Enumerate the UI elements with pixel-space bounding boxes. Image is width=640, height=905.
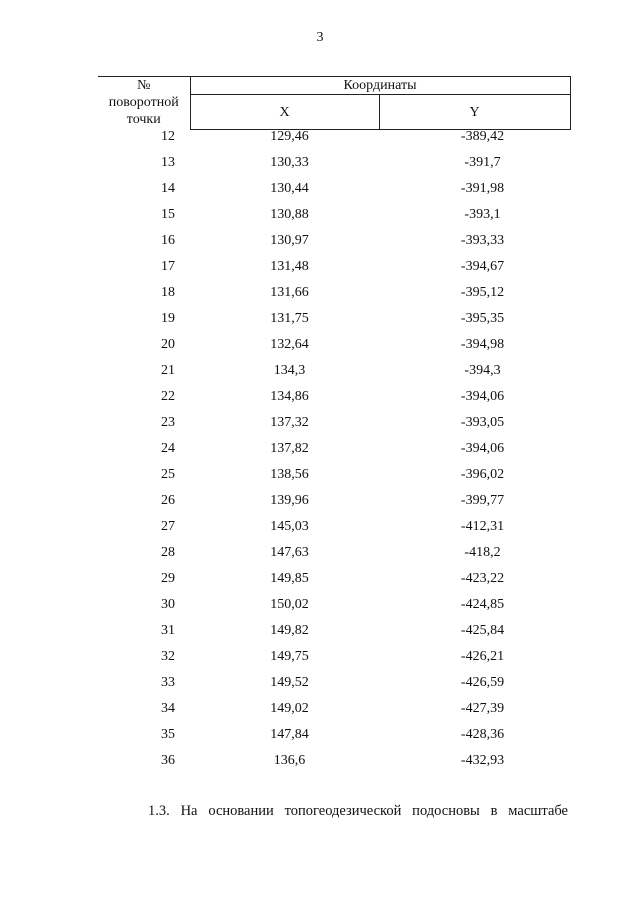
point-number-cell: 19 <box>161 311 175 326</box>
point-number-cell: 25 <box>161 467 175 482</box>
x-coordinate-cell: 131,48 <box>270 259 309 274</box>
x-coordinate-cell: 129,46 <box>270 129 309 144</box>
y-coordinate-cell: -391,7 <box>464 155 501 170</box>
table-row <box>98 182 570 208</box>
point-number-cell: 15 <box>161 207 175 222</box>
point-number-cell: 35 <box>161 727 175 742</box>
table-body <box>98 130 570 781</box>
point-number-cell: 30 <box>161 597 175 612</box>
table-row <box>98 572 570 598</box>
x-coordinate-cell: 137,32 <box>270 415 309 430</box>
y-coordinate-cell: -425,84 <box>460 623 505 638</box>
x-coordinate-cell: 147,84 <box>270 727 309 742</box>
y-coordinate-cell: -389,42 <box>460 129 505 144</box>
paragraph-text: 1.3. На основании топогеодезической подосновы в масштабе <box>148 803 568 819</box>
point-number-cell: 18 <box>161 285 175 300</box>
table-row <box>98 312 570 338</box>
x-coordinate-cell: 131,75 <box>270 311 309 326</box>
x-coordinate-cell: 149,52 <box>270 675 309 690</box>
y-coordinate-cell: -394,06 <box>460 389 505 404</box>
point-number-cell: 32 <box>161 649 175 664</box>
x-column-header: X <box>190 95 379 130</box>
point-number-cell: 29 <box>161 571 175 586</box>
y-coordinate-cell: -394,67 <box>460 259 505 274</box>
point-number-cell: 23 <box>161 415 175 430</box>
table-row <box>98 494 570 520</box>
y-coordinate-cell: -432,93 <box>460 753 505 768</box>
y-coordinate-cell: -396,02 <box>460 467 505 482</box>
x-coordinate-cell: 137,82 <box>270 441 309 456</box>
point-number-cell: 27 <box>161 519 175 534</box>
y-coordinate-cell: -426,59 <box>460 675 505 690</box>
x-coordinate-cell: 130,97 <box>270 233 309 248</box>
y-coordinate-cell: -394,98 <box>460 337 505 352</box>
x-coordinate-cell: 145,03 <box>270 519 309 534</box>
x-coordinate-cell: 147,63 <box>270 545 309 560</box>
y-coordinate-cell: -391,98 <box>460 181 505 196</box>
table-row <box>98 702 570 728</box>
x-coordinate-cell: 149,75 <box>270 649 309 664</box>
point-number-cell: 21 <box>161 363 175 378</box>
table-row <box>98 624 570 650</box>
coordinates-header: Координаты <box>190 77 570 95</box>
table-row <box>98 390 570 416</box>
y-coordinate-cell: -393,1 <box>464 207 501 222</box>
y-column-header: Y <box>379 95 570 130</box>
table-row <box>98 520 570 546</box>
point-number-cell: 20 <box>161 337 175 352</box>
y-coordinate-cell: -393,05 <box>460 415 505 430</box>
x-coordinate-cell: 149,82 <box>270 623 309 638</box>
table-row <box>98 286 570 312</box>
y-coordinate-cell: -426,21 <box>460 649 505 664</box>
table-row <box>98 442 570 468</box>
y-coordinate-cell: -394,3 <box>464 363 501 378</box>
point-number-cell: 36 <box>161 753 175 768</box>
table-row <box>98 650 570 676</box>
table-row <box>98 728 570 754</box>
x-coordinate-cell: 131,66 <box>270 285 309 300</box>
point-number-header <box>98 77 190 130</box>
table-row <box>98 208 570 234</box>
point-number-header-line1: № <box>137 78 151 93</box>
x-coordinate-cell: 136,6 <box>273 753 306 768</box>
point-number-cell: 34 <box>161 701 175 716</box>
y-coordinate-cell: -394,06 <box>460 441 505 456</box>
table-row <box>98 754 570 780</box>
point-number-cell: 12 <box>161 128 175 144</box>
point-number-cell: 31 <box>161 623 175 638</box>
table-row <box>98 338 570 364</box>
y-coordinate-cell: -393,33 <box>460 233 505 248</box>
coordinates-table-container <box>98 76 570 780</box>
table-row <box>98 676 570 702</box>
x-coordinate-cell: 139,96 <box>270 493 309 508</box>
x-coordinate-cell: 138,56 <box>270 467 309 482</box>
table-row <box>98 468 570 494</box>
x-coordinate-cell: 132,64 <box>270 337 309 352</box>
y-coordinate-cell: -428,36 <box>460 727 505 742</box>
point-number-cell: 22 <box>161 389 175 404</box>
table-row <box>98 546 570 572</box>
table-row <box>98 260 570 286</box>
table-row <box>98 156 570 182</box>
y-coordinate-cell: -395,12 <box>460 285 505 300</box>
y-coordinate-cell: -399,77 <box>460 493 505 508</box>
y-coordinate-cell: -418,2 <box>464 545 501 560</box>
point-number-cell: 33 <box>161 675 175 690</box>
point-number-cell: 13 <box>161 155 175 170</box>
y-coordinate-cell: -423,22 <box>460 571 505 586</box>
x-coordinate-cell: 149,02 <box>270 701 309 716</box>
point-number-header-line2: поворотной <box>108 95 179 110</box>
point-number-cell: 26 <box>161 493 175 508</box>
point-number-cell: 24 <box>161 441 175 456</box>
table-header <box>98 77 570 130</box>
x-coordinate-cell: 130,33 <box>270 155 309 170</box>
y-coordinate-cell: -412,31 <box>460 519 505 534</box>
y-coordinate-cell: -427,39 <box>460 701 505 716</box>
coordinates-table <box>98 76 571 780</box>
x-coordinate-cell: 130,88 <box>270 207 309 222</box>
y-coordinate-cell: -424,85 <box>460 597 505 612</box>
x-coordinate-cell: 149,85 <box>270 571 309 586</box>
table-row <box>98 416 570 442</box>
y-coordinate-cell: -395,35 <box>460 311 505 326</box>
page-number: 3 <box>316 30 324 45</box>
point-number-cell: 28 <box>161 545 175 560</box>
point-number-header-line3: точки <box>126 112 161 127</box>
table-row <box>98 598 570 624</box>
table-row <box>98 234 570 260</box>
x-coordinate-cell: 150,02 <box>270 597 309 612</box>
point-number-cell: 14 <box>161 181 175 196</box>
table-row <box>98 364 570 390</box>
x-coordinate-cell: 134,86 <box>270 389 309 404</box>
x-coordinate-cell: 134,3 <box>273 363 306 378</box>
table-row <box>98 130 570 157</box>
point-number-cell: 16 <box>161 233 175 248</box>
x-coordinate-cell: 130,44 <box>270 181 309 196</box>
point-number-cell: 17 <box>161 259 175 274</box>
